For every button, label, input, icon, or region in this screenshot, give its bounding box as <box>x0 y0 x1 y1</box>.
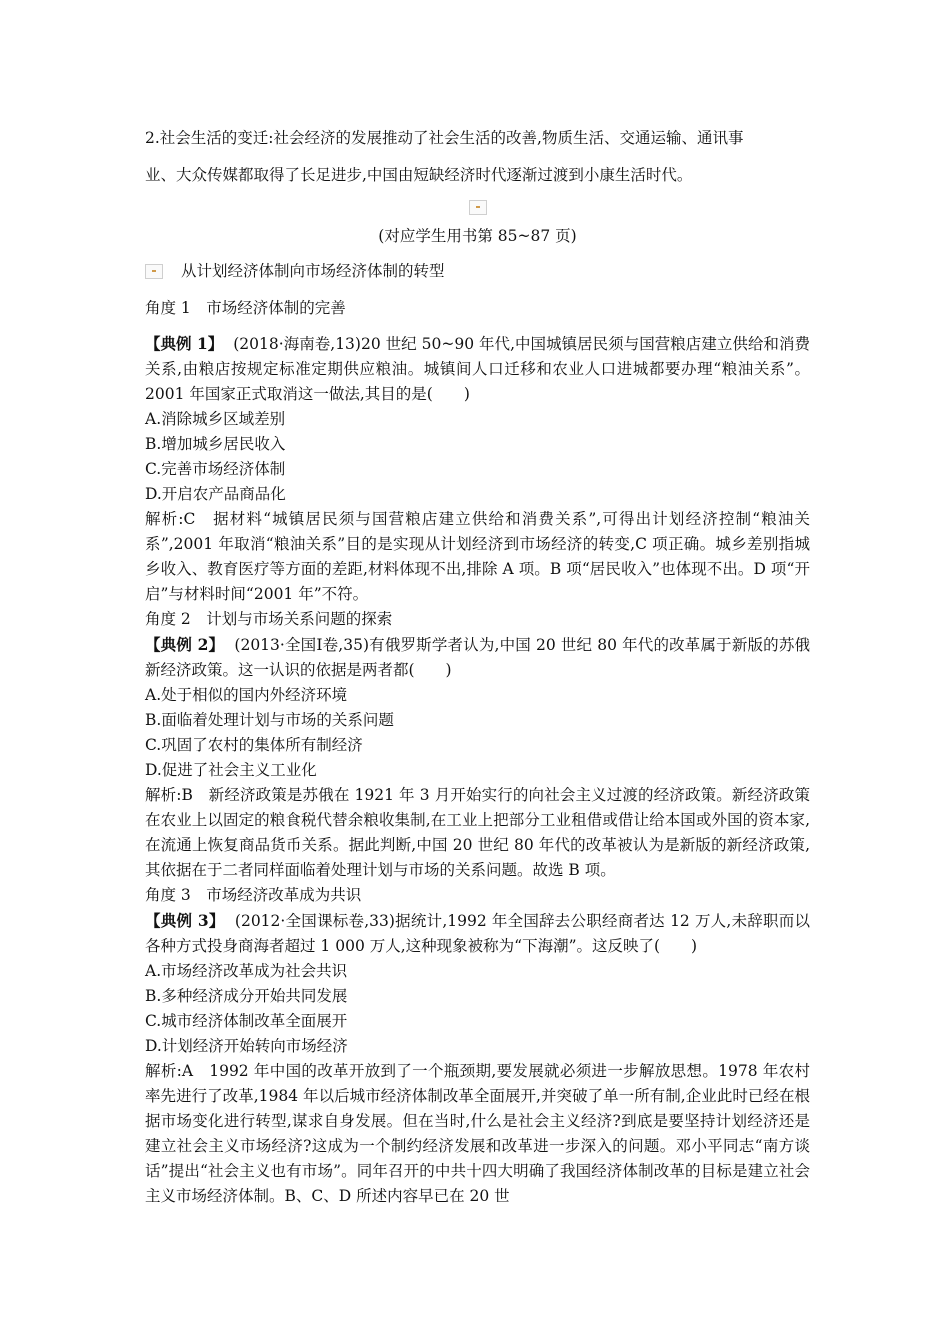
example-2-analysis: 解析:B 新经济政策是苏俄在 1921 年 3 月开始实行的向社会主义过渡的经济政策。新经济政策在农业上以固定的粮食税代替余粮收集制,在工业上把部分工业租借或借让给本国或外国的资本家,在流通上恢复商品货币关系。据此判断,中国 20 世纪 80 年代的改革被认为是新版的新经济政策,其依据在于二者同样面临着处理计划与市场的关系问题。故选 B 项。 <box>145 786 810 879</box>
angle-2-title: 角度 2 计划与市场关系问题的探索 <box>145 610 393 628</box>
intro-line-2: 业、大众传媒都取得了长足进步,中国由短缺经济时代逐渐过渡到小康生活时代。 <box>145 166 693 184</box>
image-placeholder-row <box>145 196 810 218</box>
example-3-question <box>145 908 810 959</box>
document-page <box>145 120 810 1209</box>
option-c: C.城市经济体制改革全面展开 <box>145 1012 348 1030</box>
example-1-question <box>145 331 810 407</box>
example-label: 【典例 3】 <box>145 911 225 930</box>
option-a: A.市场经济改革成为社会共识 <box>145 962 348 980</box>
example-3-analysis: 解析:A 1992 年中国的改革开放到了一个瓶颈期,要发展就必须进一步解放思想。1978 年农村率先进行了改革,1984 年以后城市经济体制改革全面展开,并突破了单一所有制,企业此时已经在根据市场变化进行转型,谋求自身发展。但在当时,什么是社会主义经济?到底是要坚持计划经济还是建立社会主义市场经济?这成为一个制约经济发展和改革进一步深入的问题。邓小平同志“南方谈话”提出“社会主义也有市场”。同年召开的中共十四大明确了我国经济体制改革的目标是建立社会主义市场经济体制。B、C、D 所述内容早已在 20 世 <box>145 1062 810 1205</box>
example-2-question <box>145 632 810 683</box>
question-text: (2013·全国Ⅰ卷,35)有俄罗斯学者认为,中国 20 世纪 80 年代的改革属于新版的苏俄新经济政策。这一认识的依据是两者都( ) <box>145 636 810 679</box>
textbook-reference: (对应学生用书第 85~87 页) <box>378 227 577 245</box>
option-b: B.多种经济成分开始共同发展 <box>145 987 348 1005</box>
question-text: (2012·全国课标卷,33)据统计,1992 年全国辞去公职经商者达 12 万人,未辞职而以各种方式投身商海者超过 1 000 万人,这种现象被称为“下海潮”。这反映了( ) <box>145 912 810 955</box>
option-a: A.消除城乡区域差别 <box>145 410 286 428</box>
broken-image-icon <box>469 200 487 215</box>
option-c: C.完善市场经济体制 <box>145 460 286 478</box>
section-heading <box>145 259 810 284</box>
section-title: 从计划经济体制向市场经济体制的转型 <box>181 262 445 280</box>
option-b: B.面临着处理计划与市场的关系问题 <box>145 711 394 729</box>
example-label: 【典例 1】 <box>145 334 224 353</box>
example-1-analysis: 解析:C 据材料“城镇居民须与国营粮店建立供给和消费关系”,可得出计划经济控制“粮油关系”,2001 年取消“粮油关系”目的是实现从计划经济到市场经济的转变,C 项正确。城乡差别指城乡收入、教育医疗等方面的差距,材料体现不出,排除 A 项。B 项“居民收入”也体现不出。D 项“开启”与材料时间“2001 年”不符。 <box>145 510 810 603</box>
angle-3-title: 角度 3 市场经济改革成为共识 <box>145 886 362 904</box>
option-b: B.增加城乡居民收入 <box>145 435 286 453</box>
option-d: D.开启农产品商品化 <box>145 485 286 503</box>
broken-image-icon <box>145 264 163 279</box>
angle-1-title: 角度 1 市场经济体制的完善 <box>145 299 346 317</box>
option-a: A.处于相似的国内外经济环境 <box>145 686 348 704</box>
option-c: C.巩固了农村的集体所有制经济 <box>145 736 363 754</box>
option-d: D.促进了社会主义工业化 <box>145 761 317 779</box>
question-text: (2018·海南卷,13)20 世纪 50~90 年代,中国城镇居民须与国营粮店建立供给和消费关系,由粮店按规定标准定期供应粮油。城镇间人口迁移和农业人口进城都要办理“粮油关系”。2001 年国家正式取消这一做法,其目的是( ) <box>145 335 810 403</box>
intro-line-1: 2.社会生活的变迁:社会经济的发展推动了社会生活的改善,物质生活、交通运输、通讯事 <box>145 129 744 147</box>
option-d: D.计划经济开始转向市场经济 <box>145 1037 348 1055</box>
example-label: 【典例 2】 <box>145 635 225 654</box>
